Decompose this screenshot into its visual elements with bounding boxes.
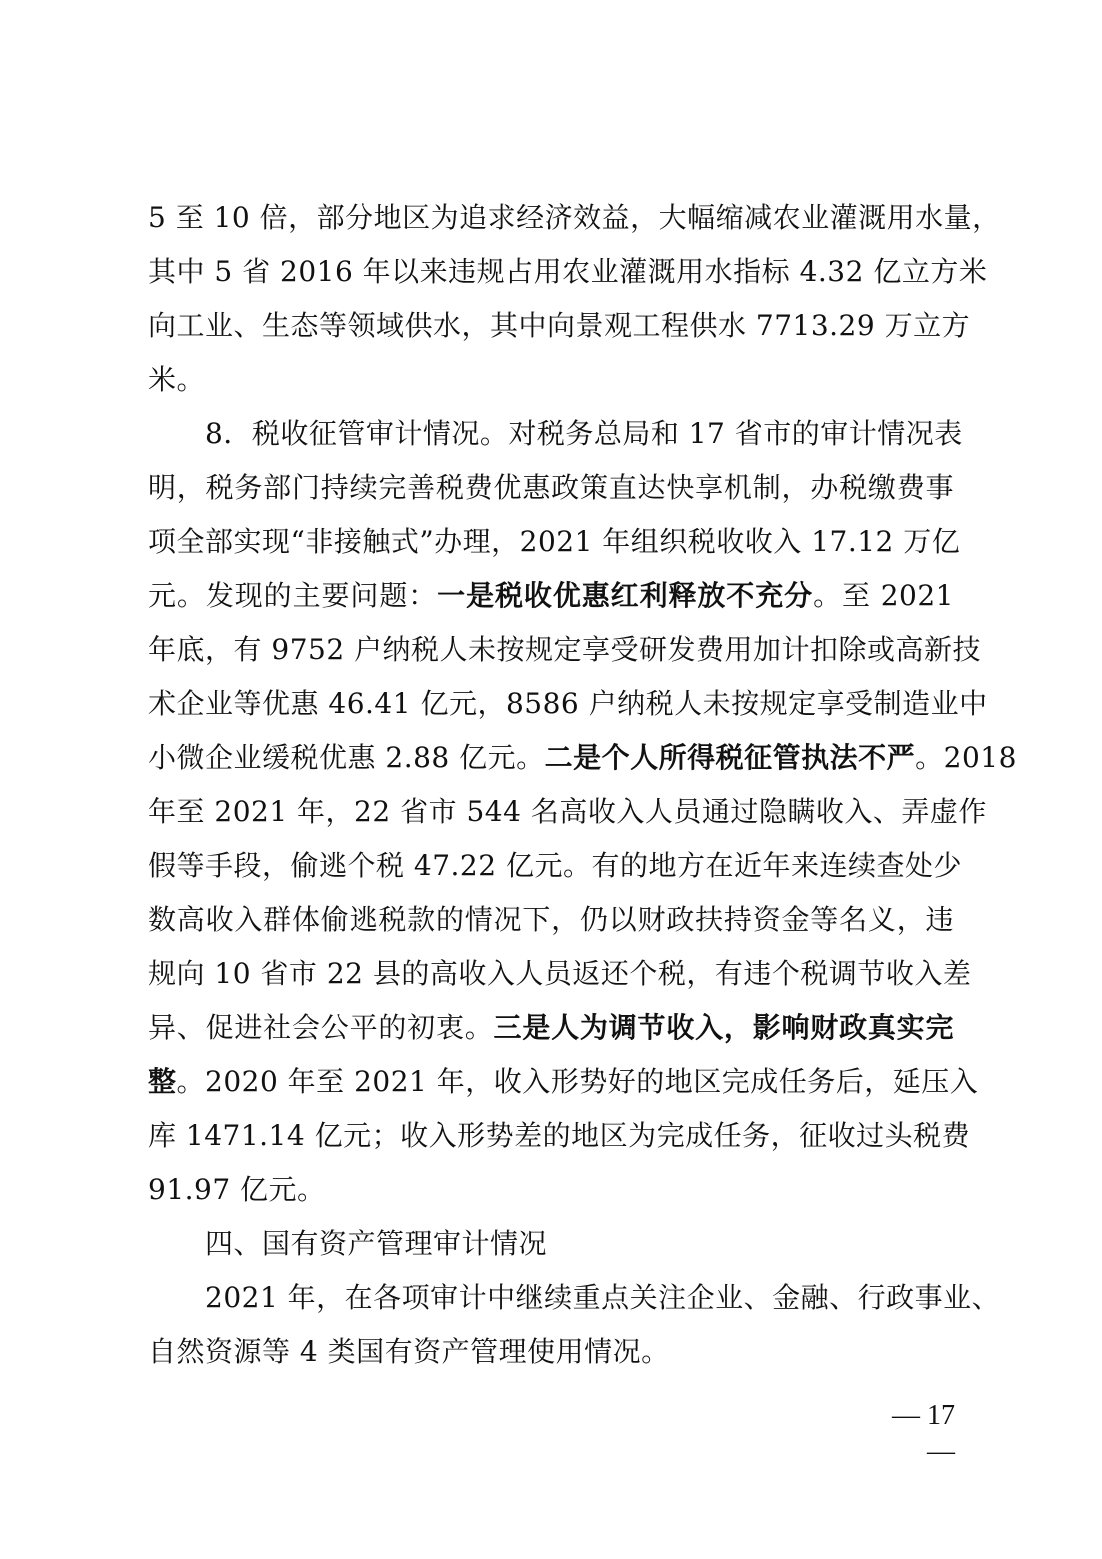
text-line: 自然资源等 4 类国有资产管理使用情况。 [148,1335,670,1368]
bold-issue-3-end: 整 [148,1065,177,1098]
text-line: 术企业等优惠 46.41 亿元，8586 户纳税人未按规定享受制造业中 [148,687,988,720]
text-line: 其中 5 省 2016 年以来违规占用农业灌溉用水指标 4.32 亿立方米 [148,255,988,288]
text-span: 小微企业缓税优惠 2.88 亿元。 [148,741,545,774]
text-line: 5 至 10 倍，部分地区为追求经济效益，大幅缩减农业灌溉用水量， [148,201,1001,234]
text-line: 2021 年，在各项审计中继续重点关注企业、金融、行政事业、 [205,1281,1001,1314]
text-line: 91.97 亿元。 [148,1173,326,1206]
text-line: 明，税务部门持续完善税费优惠政策直达快享机制，办税缴费事 [148,471,954,504]
text-span: 。2020 年至 2021 年，收入形势好的地区完成任务后，延压入 [176,1065,979,1098]
text-line: 项全部实现“非接触式”办理，2021 年组织税收收入 17.12 万亿 [148,525,961,558]
bold-issue-2: 二是个人所得税征管执法不严 [544,741,916,774]
text-span: 元。发现的主要问题： [148,579,438,612]
text-span: 。至 2021 [813,579,954,612]
text-line: 年底，有 9752 户纳税人未按规定享受研发费用加计扣除或高新技 [148,633,982,666]
section-8-heading-line: 8．税收征管审计情况。对税务总局和 17 省市的审计情况表 [205,417,963,450]
bold-issue-1: 一是税收优惠红利释放不充分 [437,579,814,612]
text-line [148,1064,979,1100]
text-line: 米。 [148,363,206,396]
text-span: 异、促进社会公平的初衷。 [148,1011,494,1044]
text-line: 假等手段，偷逃个税 47.22 亿元。有的地方在近年来连续查处少 [148,849,962,882]
text-line: 年至 2021 年，22 省市 544 名高收入人员通过隐瞒收入、弄虚作 [148,795,987,828]
text-line [148,740,1017,776]
text-line: 规向 10 省市 22 县的高收入人员返还个税，有违个税调节收入差 [148,957,972,990]
section-4-heading: 四、国有资产管理审计情况 [205,1227,548,1260]
text-span: 。2018 [915,741,1017,774]
text-line: 数高收入群体偷逃税款的情况下，仍以财政扶持资金等名义，违 [148,903,954,936]
text-line: 库 1471.14 亿元；收入形势差的地区为完成任务，征收过头税费 [148,1119,971,1152]
text-line: 向工业、生态等领域供水，其中向景观工程供水 7713.29 万立方 [148,309,971,342]
page-number: — 17 — [892,1400,955,1467]
text-line [148,1010,954,1046]
text-line [148,578,954,614]
bold-issue-3: 三是人为调节收入，影响财政真实完 [493,1011,954,1044]
